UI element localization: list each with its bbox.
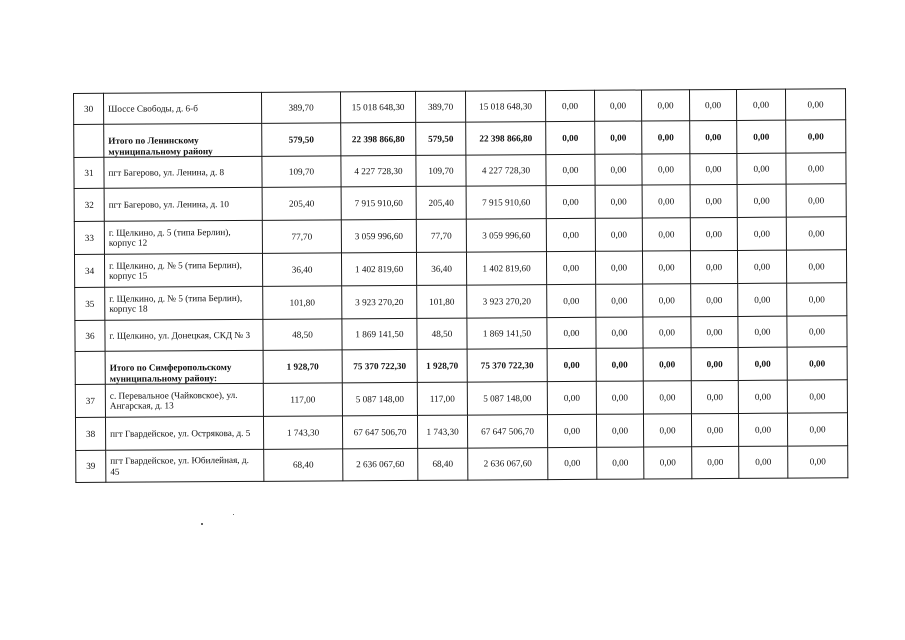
zero-cell: 0,00 <box>643 317 691 348</box>
cost-cell: 15 018 648,30 <box>340 91 415 122</box>
zero-cell: 0,00 <box>787 413 847 446</box>
area-cell: 101,80 <box>263 286 342 319</box>
area-cell: 117,00 <box>417 382 467 415</box>
zero-cell: 0,00 <box>546 154 595 185</box>
zero-cell: 0,00 <box>787 316 847 347</box>
zero-cell: 0,00 <box>690 153 737 184</box>
table-row <box>74 153 846 189</box>
row-number <box>74 124 104 157</box>
zero-cell: 0,00 <box>643 348 691 381</box>
zero-cell: 0,00 <box>691 380 738 413</box>
zero-cell: 0,00 <box>597 447 644 479</box>
zero-cell: 0,00 <box>738 347 787 380</box>
area-cell: 389,70 <box>415 91 465 122</box>
zero-cell: 0,00 <box>689 89 736 120</box>
row-number: 37 <box>75 384 105 417</box>
table-row <box>74 89 846 125</box>
table-row <box>74 184 846 222</box>
zero-cell: 0,00 <box>546 121 595 154</box>
zero-cell: 0,00 <box>737 153 786 184</box>
address-cell: г. Щелкино, д. № 5 (типа Берлин), корпус 15 <box>104 253 262 287</box>
zero-cell: 0,00 <box>547 381 596 414</box>
zero-cell: 0,00 <box>546 218 595 251</box>
address-cell: г. Щелкино, д. 5 (типа Берлин), корпус 12 <box>104 220 262 254</box>
zero-cell: 0,00 <box>691 316 738 347</box>
cost-cell: 4 227 728,30 <box>466 155 546 186</box>
zero-cell: 0,00 <box>690 217 737 250</box>
data-table <box>73 88 848 483</box>
cost-cell: 1 402 819,60 <box>341 252 416 285</box>
table-total-row <box>74 120 846 158</box>
area-cell: 77,70 <box>262 220 341 253</box>
area-cell: 117,00 <box>263 383 342 416</box>
zero-cell: 0,00 <box>788 446 848 478</box>
scan-speck <box>201 523 203 525</box>
row-number: 30 <box>74 93 104 124</box>
cost-cell: 7 915 910,60 <box>466 186 546 219</box>
zero-cell: 0,00 <box>642 218 690 251</box>
zero-cell: 0,00 <box>595 121 642 154</box>
area-cell: 109,70 <box>416 155 466 186</box>
zero-cell: 0,00 <box>547 317 596 348</box>
table-row <box>75 316 847 352</box>
zero-cell: 0,00 <box>548 447 597 479</box>
cost-cell: 3 059 996,60 <box>466 219 546 252</box>
zero-cell: 0,00 <box>642 251 690 284</box>
cost-cell: 22 398 866,80 <box>466 122 546 155</box>
cost-cell: 1 869 141,50 <box>342 318 417 349</box>
zero-cell: 0,00 <box>737 184 786 217</box>
zero-cell: 0,00 <box>642 185 690 218</box>
zero-cell: 0,00 <box>596 348 643 381</box>
area-cell: 1 743,30 <box>417 415 467 448</box>
zero-cell: 0,00 <box>643 414 691 447</box>
row-number: 35 <box>75 287 105 320</box>
cost-cell: 75 370 722,30 <box>342 349 417 382</box>
zero-cell: 0,00 <box>787 347 847 380</box>
row-number: 32 <box>74 188 104 221</box>
zero-cell: 0,00 <box>786 120 846 153</box>
area-cell: 1 743,30 <box>263 416 342 449</box>
row-number: 39 <box>76 450 106 482</box>
cost-cell: 2 636 067,60 <box>343 448 418 480</box>
cost-cell: 1 402 819,60 <box>466 252 546 285</box>
address-cell: пгт Багерово, ул. Ленина, д. 8 <box>104 156 262 188</box>
zero-cell: 0,00 <box>690 120 737 153</box>
area-cell: 68,40 <box>418 448 468 480</box>
zero-cell: 0,00 <box>738 316 787 347</box>
cost-cell: 22 398 866,80 <box>341 122 416 155</box>
table-row <box>75 283 847 321</box>
zero-cell: 0,00 <box>737 120 786 153</box>
area-cell: 68,40 <box>264 449 343 481</box>
area-cell: 1 928,70 <box>263 350 342 383</box>
area-cell: 579,50 <box>262 123 341 156</box>
zero-cell: 0,00 <box>786 184 846 217</box>
zero-cell: 0,00 <box>595 251 642 284</box>
address-cell: пгт Багерово, ул. Ленина, д. 10 <box>104 187 262 221</box>
area-cell: 77,70 <box>416 219 466 252</box>
cost-cell: 67 647 506,70 <box>467 415 547 448</box>
cost-cell: 7 915 910,60 <box>341 186 416 219</box>
scan-speck <box>233 514 234 515</box>
zero-cell: 0,00 <box>546 185 595 218</box>
cost-cell: 67 647 506,70 <box>342 415 417 448</box>
area-cell: 205,40 <box>416 186 466 219</box>
zero-cell: 0,00 <box>690 184 737 217</box>
zero-cell: 0,00 <box>596 317 643 348</box>
area-cell: 1 928,70 <box>417 349 467 382</box>
zero-cell: 0,00 <box>596 381 643 414</box>
zero-cell: 0,00 <box>642 121 690 154</box>
area-cell: 48,50 <box>263 319 342 350</box>
zero-cell: 0,00 <box>738 380 787 413</box>
cost-cell: 75 370 722,30 <box>467 349 547 382</box>
area-cell: 36,40 <box>416 252 466 285</box>
address-cell: Итого по Симферопольскому муниципальному району: <box>105 350 263 384</box>
zero-cell: 0,00 <box>595 154 642 185</box>
zero-cell: 0,00 <box>546 251 595 284</box>
zero-cell: 0,00 <box>737 250 786 283</box>
cost-cell: 3 059 996,60 <box>341 219 416 252</box>
cost-cell: 15 018 648,30 <box>465 91 545 122</box>
table-row <box>74 217 846 255</box>
zero-cell: 0,00 <box>786 217 846 250</box>
row-number: 31 <box>74 157 104 188</box>
row-number <box>75 351 105 384</box>
area-cell: 48,50 <box>417 318 467 349</box>
cost-cell: 2 636 067,60 <box>468 448 548 480</box>
zero-cell: 0,00 <box>596 414 643 447</box>
address-cell: г. Щелкино, д. № 5 (типа Берлин), корпус 18 <box>105 286 263 320</box>
zero-cell: 0,00 <box>786 250 846 283</box>
table-row <box>75 413 847 451</box>
address-cell: пгт Гвардейское, ул. Острякова, д. 5 <box>105 416 263 450</box>
table-row <box>75 380 847 418</box>
row-number: 34 <box>74 254 104 287</box>
zero-cell: 0,00 <box>785 89 845 120</box>
zero-cell: 0,00 <box>692 446 739 478</box>
zero-cell: 0,00 <box>643 381 691 414</box>
address-cell: пгт Гвардейское, ул. Юбилейная, д. 45 <box>106 449 264 482</box>
zero-cell: 0,00 <box>596 284 643 317</box>
table-row <box>74 250 846 288</box>
area-cell: 36,40 <box>262 253 341 286</box>
zero-cell: 0,00 <box>691 347 738 380</box>
cost-cell: 5 087 148,00 <box>467 382 547 415</box>
area-cell: 205,40 <box>262 187 341 220</box>
cost-cell: 5 087 148,00 <box>342 382 417 415</box>
zero-cell: 0,00 <box>739 446 788 478</box>
zero-cell: 0,00 <box>643 284 691 317</box>
table-row <box>76 446 848 483</box>
zero-cell: 0,00 <box>547 414 596 447</box>
row-number: 38 <box>75 417 105 450</box>
table-body <box>74 89 848 483</box>
zero-cell: 0,00 <box>736 89 785 120</box>
zero-cell: 0,00 <box>595 218 642 251</box>
zero-cell: 0,00 <box>595 185 642 218</box>
zero-cell: 0,00 <box>691 413 738 446</box>
cost-cell: 1 869 141,50 <box>467 318 547 349</box>
zero-cell: 0,00 <box>737 217 786 250</box>
address-cell: Итого по Ленинскому муниципальному району <box>104 123 262 157</box>
zero-cell: 0,00 <box>690 250 737 283</box>
zero-cell: 0,00 <box>691 283 738 316</box>
row-number: 33 <box>74 221 104 254</box>
zero-cell: 0,00 <box>594 90 641 121</box>
zero-cell: 0,00 <box>545 90 594 121</box>
row-number: 36 <box>75 320 105 351</box>
zero-cell: 0,00 <box>738 283 787 316</box>
zero-cell: 0,00 <box>787 380 847 413</box>
area-cell: 389,70 <box>261 92 340 123</box>
zero-cell: 0,00 <box>641 90 689 121</box>
zero-cell: 0,00 <box>547 348 596 381</box>
zero-cell: 0,00 <box>642 154 690 185</box>
cost-cell: 3 923 270,20 <box>342 285 417 318</box>
zero-cell: 0,00 <box>786 153 846 184</box>
area-cell: 579,50 <box>416 122 466 155</box>
address-cell: с. Перевальное (Чайковское), ул. Ангарская, д. 13 <box>105 383 263 417</box>
area-cell: 101,80 <box>417 285 467 318</box>
zero-cell: 0,00 <box>787 283 847 316</box>
zero-cell: 0,00 <box>738 413 787 446</box>
address-cell: г. Щелкино, ул. Донецкая, СКД № 3 <box>105 319 263 351</box>
table-total-row <box>75 347 847 385</box>
zero-cell: 0,00 <box>547 284 596 317</box>
cost-cell: 3 923 270,20 <box>467 285 547 318</box>
zero-cell: 0,00 <box>644 447 692 479</box>
address-cell: Шоссе Свободы, д. 6-б <box>104 92 262 124</box>
area-cell: 109,70 <box>262 156 341 187</box>
cost-cell: 4 227 728,30 <box>341 155 416 186</box>
